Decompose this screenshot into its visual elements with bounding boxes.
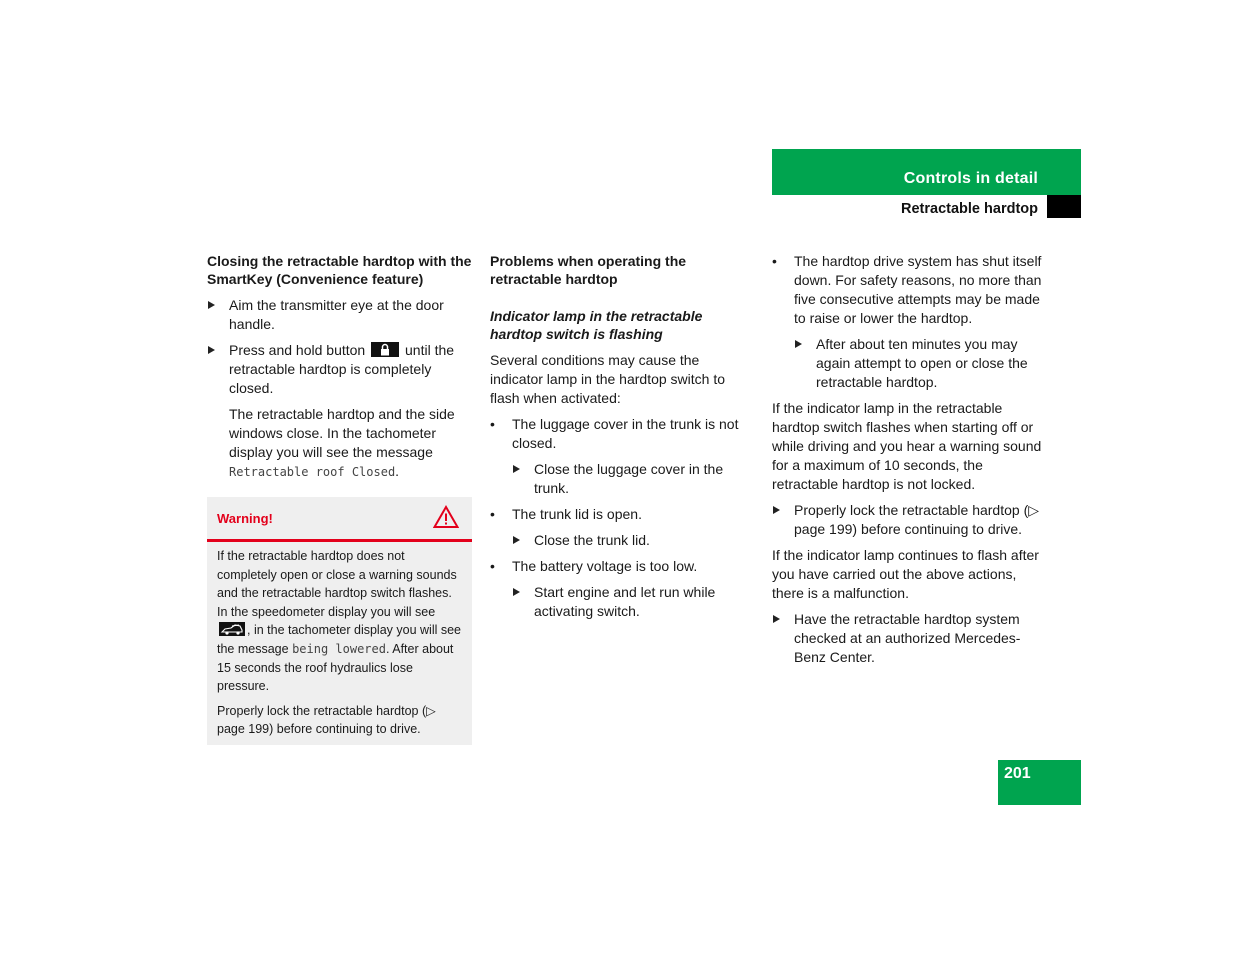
list-item: • The luggage cover in the trunk is not closed. [490,415,755,453]
intro-text: Several conditions may cause the indicator lamp in the hardtop switch to flash when activated: [490,352,726,406]
section-header-bar [772,149,1081,195]
warning-title: Warning! [217,511,273,526]
section-title: Controls in detail [903,170,1038,187]
display-message: Retractable roof Closed [229,465,396,479]
subsection-marker [1047,195,1081,218]
list-step: After about ten minutes you may again attempt to open or close the retractable hardtop. [794,335,1042,392]
list-item: • The battery voltage is too low. [490,557,755,576]
step-aim-transmitter: Aim the transmitter eye at the door handle. [207,296,472,334]
warning-header [207,497,472,542]
list-step: Close the trunk lid. [512,531,755,550]
list-step: Start engine and let run while activating switch. [512,583,755,621]
page-number-tab [998,760,1081,805]
lock-step: Properly lock the retractable hardtop (▷ page 199) before continuing to drive. [772,501,1042,539]
result-text: The retractable hardtop and the side windows close. In the tachometer display you will see the message Retractable roof Closed. [229,406,455,479]
list-step: Close the luggage cover in the trunk. [512,460,755,498]
warning-triangle-icon [433,505,459,534]
column-1 [207,252,472,489]
column-2 [490,252,755,628]
column-3 [772,252,1042,674]
lock-button-icon [371,342,399,357]
warning-paragraph-2: Properly lock the retractable hardtop (▷ page 199) before continuing to drive. [217,703,436,737]
warning-body [207,542,472,739]
warning-paragraph-1: If the retractable hardtop does not completely open or close a warning sounds and the retractable hardtop switch flashes. In the speedometer display you will see , in the tachometer display you will see the message being lowered. After about 15 seconds the roof hydraulics lose pressure. [217,549,461,694]
page-number: 201 [1004,765,1031,782]
problems-heading: Problems when operating the retractable hardtop [490,253,687,287]
service-step: Have the retractable hardtop system checked at an authorized Mercedes-Benz Center. [772,610,1042,667]
indicator-paragraph: If the indicator lamp in the retractable hardtop switch flashes when starting off or while driving and you hear a warning sound for a maximum of 10 seconds, the retractable hardtop is not locked. [772,400,1042,492]
step-text-before: Press and hold button [229,342,366,358]
malfunction-paragraph: If the indicator lamp continues to flash after you have carried out the above actions, there is a malfunction. [772,547,1039,601]
list-item: • The hardtop drive system has shut itself down. For safety reasons, no more than five consecutive attempts may be made to raise or lower the hardtop. [772,252,1042,328]
warning-box [207,497,472,745]
step-press-button [207,341,472,398]
list-item: • The trunk lid is open. [490,505,755,524]
subsection-header [772,195,1081,218]
convertible-car-icon [219,622,245,636]
subsection-title: Retractable hardtop [901,201,1038,217]
indicator-subheading: Indicator lamp in the retractable hardtop switch is flashing [490,308,703,342]
step-text-after: until the retractable hardtop is completely closed. [229,342,455,396]
closing-heading: Closing the retractable hardtop with the SmartKey (Convenience feature) [207,253,472,287]
warning-display-message: being lowered [292,641,386,656]
